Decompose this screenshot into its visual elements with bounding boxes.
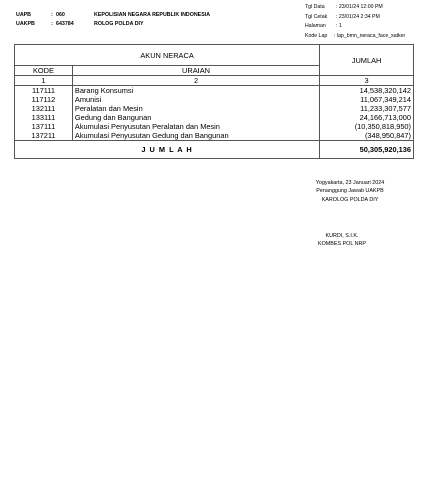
- row-jumlah: 11,067,349,214: [320, 95, 414, 104]
- table-row: [15, 131, 414, 141]
- row-uraian: Amunisi: [72, 95, 319, 104]
- meta-tgl-cetak-label: Tgl Cetak: [305, 14, 328, 20]
- meta-kode-lap-value: : lap_bmn_neraca_face_satker: [334, 33, 406, 39]
- row-uraian: Peralatan dan Mesin: [72, 104, 319, 113]
- signature-rank: KOMBES POL NRP: [317, 241, 367, 247]
- uakpb-name: ROLOG POLDA DIY: [94, 21, 144, 27]
- meta-tgl-cetak-value: : 23/01/24 2:34 PM: [336, 14, 380, 20]
- table-row: [15, 86, 414, 96]
- meta-halaman-value: : 1: [336, 23, 342, 29]
- table-row: [15, 104, 414, 113]
- row-jumlah: (10,350,818,950): [320, 122, 414, 131]
- row-uraian: Gedung dan Bangunan: [72, 113, 319, 122]
- row-kode: 137211: [15, 131, 73, 141]
- uraian-header: URAIAN: [72, 66, 319, 76]
- total-value: 50,305,920,136: [320, 141, 414, 159]
- uakpb-label: UAKPB: [16, 21, 35, 27]
- table-row: [15, 122, 414, 131]
- meta-tgl-data-value: : 23/01/24 12:00 PM: [336, 4, 383, 10]
- signature-place-date: Yogyakarta, 23 Januari 2024: [315, 180, 385, 186]
- table-total-row: [15, 141, 414, 159]
- table-number-row: [15, 76, 414, 86]
- signature-office: KAROLOG POLDA DIY: [321, 197, 379, 203]
- row-uraian: Akumulasi Penyusutan Gedung dan Bangunan: [72, 131, 319, 141]
- uapb-label: UAPB: [16, 12, 32, 18]
- meta-kode-lap-label: Kode Lap: [305, 33, 328, 39]
- meta-tgl-data-label: Tgl Data: [305, 4, 325, 10]
- row-uraian: Barang Konsumsi: [72, 86, 319, 96]
- column-number-3: 3: [320, 76, 414, 86]
- uapb-separator: :: [51, 12, 53, 18]
- uapb-code: 060: [56, 12, 65, 18]
- table-group-header-row: [15, 45, 414, 66]
- row-kode: 133111: [15, 113, 73, 122]
- row-kode: 132111: [15, 104, 73, 113]
- row-kode: 137111: [15, 122, 73, 131]
- table-row: [15, 113, 414, 122]
- signature-name: KURDI, S.I.K.: [325, 233, 359, 239]
- neraca-table: [14, 44, 414, 159]
- uapb-name: KEPOLISIAN NEGARA REPUBLIK INDONESIA: [94, 12, 211, 18]
- table-row: [15, 95, 414, 104]
- total-label: J U M L A H: [15, 141, 320, 159]
- uakpb-separator: :: [51, 21, 53, 27]
- kode-header: KODE: [15, 66, 73, 76]
- row-kode: 117111: [15, 86, 73, 96]
- row-jumlah: 11,233,307,577: [320, 104, 414, 113]
- column-number-1: 1: [15, 76, 73, 86]
- row-kode: 117112: [15, 95, 73, 104]
- jumlah-header: JUMLAH: [320, 45, 414, 76]
- akun-neraca-header: AKUN NERACA: [15, 45, 320, 66]
- row-jumlah: 24,166,713,000: [320, 113, 414, 122]
- meta-halaman-label: Halaman: [305, 23, 326, 29]
- uakpb-code: 643784: [56, 21, 74, 27]
- column-number-2: 2: [72, 76, 319, 86]
- row-jumlah: (348,950,847): [320, 131, 414, 141]
- row-jumlah: 14,538,320,142: [320, 86, 414, 96]
- signature-role: Penanggung Jawab UAKPB: [316, 188, 384, 194]
- row-uraian: Akumulasi Penyusutan Peralatan dan Mesin: [72, 122, 319, 131]
